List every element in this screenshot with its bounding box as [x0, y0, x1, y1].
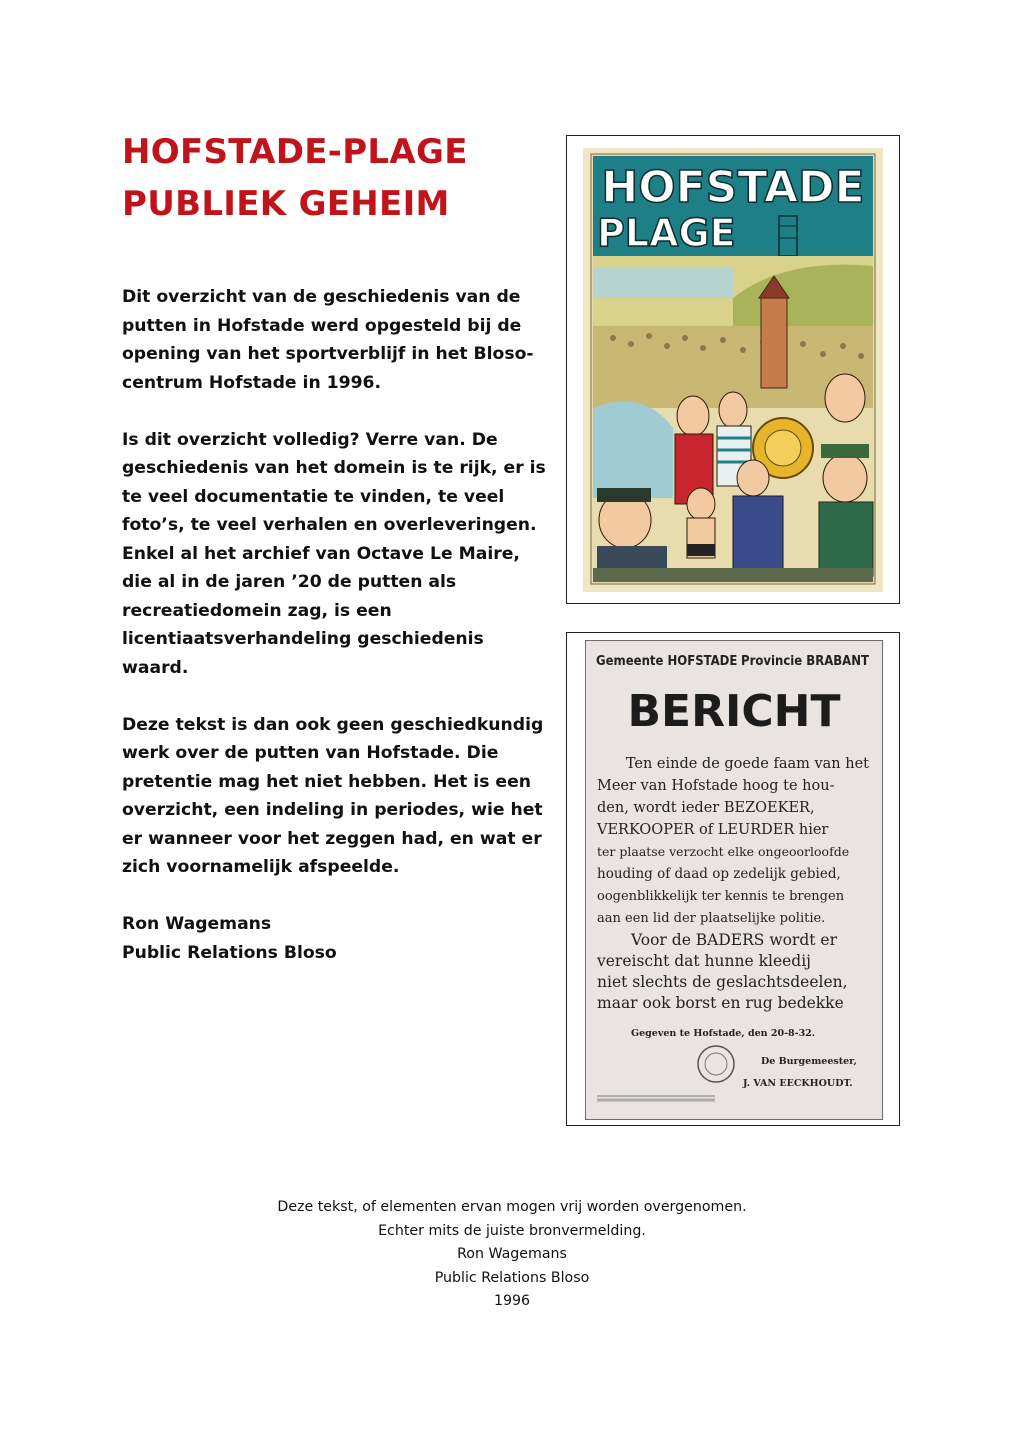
signature-name: Ron Wagemans [122, 914, 272, 934]
footer-line-2: Echter mits de juiste bronvermelding. [378, 1222, 646, 1239]
title-line-1: HOFSTADE-PLAGE [122, 132, 468, 172]
paragraph-3: Deze tekst is dan ook geen geschiedkundig werk over de putten van Hofstade. Die pretentie mag het niet hebben. Het is een overzicht, een indeling in periodes, wie het er wanneer voor het zeggen had, en wat er zich voornamelijk afspeelde. [122, 714, 544, 877]
notice-line-7: oogenblikkelijk ter kennis te brengen [597, 889, 845, 904]
notice-line-12: maar ook borst en rug bedekke [597, 994, 844, 1012]
notice-mayor-name: J. VAN EECKHOUDT. [743, 1078, 853, 1089]
notice-header-left: Gemeente HOFSTADE [596, 654, 738, 669]
notice-image-frame [566, 632, 900, 1126]
footer-line-3: Ron Wagemans [457, 1246, 567, 1262]
title-line-2: PUBLIEK GEHEIM [122, 184, 450, 224]
footer-line-4: Public Relations Bloso [434, 1269, 590, 1286]
notice-line-11: niet slechts de geslachtsdeelen, [597, 973, 848, 991]
paragraph-1: Dit overzicht van de geschiedenis van de putten in Hofstade werd opgesteld bij de opening van het sportverblijf in het Bloso-centrum Hofstade in 1996. [122, 287, 534, 393]
notice-given: Gegeven te Hofstade, den 20-8-32. [631, 1028, 816, 1039]
signature-role: Public Relations Bloso [122, 942, 337, 963]
notice-line-4: VERKOOPER of LEURDER hier [597, 822, 829, 838]
notice-header-right: Provincie BRABANT [741, 654, 869, 669]
notice-line-6: houding of daad op zedelijk gebied, [597, 866, 841, 882]
poster-image-frame [566, 135, 900, 604]
notice-line-10: vereischt dat hunne kleedij [597, 952, 811, 970]
notice-mayor-title: De Burgemeester, [761, 1056, 857, 1067]
notice-line-5: ter plaatse verzocht elke ongeoorloofde [597, 844, 850, 859]
notice-heading: BERICHT [627, 686, 841, 737]
notice-line-8: aan een lid der plaatselijke politie. [597, 911, 826, 926]
footer [0, 1196, 1024, 1314]
page-title [122, 126, 468, 230]
paragraph-2: Is dit overzicht volledig? Verre van. De geschiedenis van het domein is te rijk, er is te veel documentatie te vinden, te veel foto’s, te veel verhalen en overleveringen. Enkel al het archief van Octave Le Maire, die al in de jaren ’20 de putten als recreatiedomein zag, is een licentiaatsverhandeling geschiedenis waard. [122, 429, 546, 678]
notice-line-2: Meer van Hofstade hoog te hou- [597, 778, 835, 794]
notice-line-3: den, wordt ieder BEZOEKER, [597, 800, 815, 816]
signature [122, 910, 552, 967]
poster-illustration [583, 148, 883, 592]
intro-text [122, 283, 552, 967]
poster-title-1: HOFSTADE [601, 162, 865, 213]
notice-poster [585, 640, 883, 1120]
notice-line-9: Voor de BADERS wordt er [631, 931, 838, 949]
footer-line-1: Deze tekst, of elementen ervan mogen vrij worden overgenomen. [277, 1199, 747, 1215]
poster-title-2: PLAGE [597, 211, 736, 255]
footer-line-5: 1996 [493, 1293, 531, 1309]
notice-line-1: Ten einde de goede faam van het [625, 756, 869, 772]
